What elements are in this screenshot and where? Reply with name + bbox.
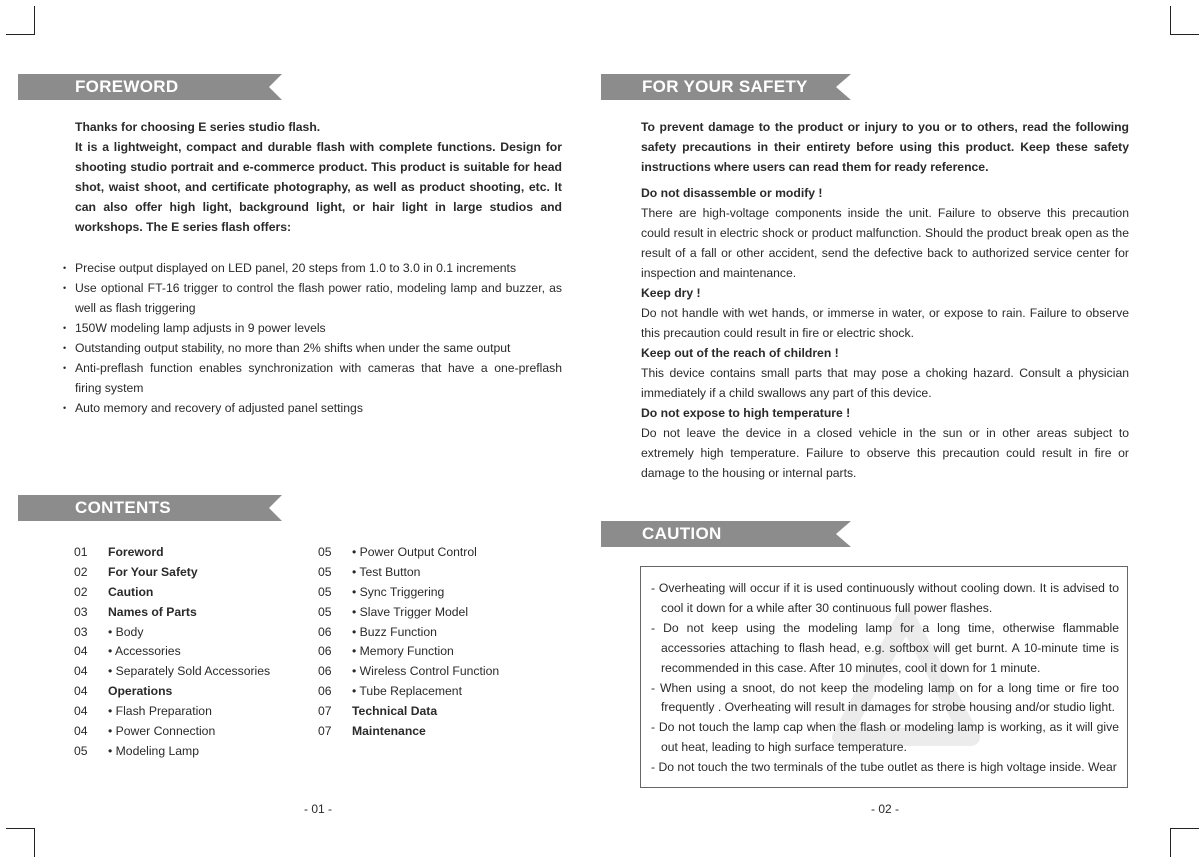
toc-page-number: 04 [74, 664, 88, 679]
feature-item [63, 258, 562, 278]
toc-entry [74, 603, 304, 623]
bullet-icon: • [63, 363, 67, 373]
caution-item: - When using a snoot, do not keep the modeling lamp on for a long time or fire too frequently . Overheating will result in damages for strobe housing and/or studio light. [651, 680, 1119, 715]
toc-entry [318, 603, 548, 623]
toc-entry [318, 682, 548, 702]
toc-entry [318, 702, 548, 722]
toc-entry-title: • Tube Replacement [352, 684, 462, 699]
toc-entry [318, 662, 548, 682]
toc-page-number: 05 [318, 584, 332, 599]
toc-entry [74, 543, 304, 563]
toc-entry-title: Maintenance [352, 724, 426, 739]
crop-mark-bottom-left [6, 828, 35, 857]
feature-text: Outstanding output stability, no more than 2% shifts when under the same output [75, 341, 511, 355]
feature-list [63, 258, 562, 418]
toc-entry-title: • Accessories [108, 644, 181, 659]
bullet-icon: • [63, 343, 67, 353]
foreword-intro [75, 117, 562, 237]
feature-item [63, 318, 562, 338]
feature-text: 150W modeling lamp adjusts in 9 power levels [75, 321, 326, 335]
banner-shape [601, 521, 851, 547]
safety-intro: To prevent damage to the product or injury to you or to others, read the following safety precautions in their entirety before using this product. Keep these safety instructions where users can read them for ready reference. [641, 120, 1129, 174]
toc-page-number: 05 [318, 545, 332, 559]
toc-page-number: 04 [74, 644, 88, 659]
toc-page-number: 05 [318, 604, 332, 619]
toc-entry-title: • Separately Sold Accessories [108, 664, 271, 679]
feature-item [63, 278, 562, 318]
toc-entry-title: • Memory Function [352, 644, 454, 659]
toc-entry [74, 563, 304, 583]
toc-column-2 [318, 543, 548, 742]
toc-page-number: 06 [318, 624, 332, 639]
caution-item: - Do not touch the lamp cap when the flash or modeling lamp is working, as it will give out heat, leading to high surface temperature. [651, 720, 1119, 755]
bullet-icon: • [63, 403, 67, 413]
toc-entry [74, 642, 304, 662]
safety-item-heading: Do not disassemble or modify ! [641, 186, 823, 200]
safety-banner [601, 74, 851, 100]
caution-list [651, 579, 1119, 778]
safety-title: FOR YOUR SAFETY [642, 77, 808, 96]
toc-entry [74, 662, 304, 682]
feature-text: Precise output displayed on LED panel, 20 steps from 1.0 to 3.0 in 0.1 increments [75, 261, 517, 275]
safety-item-heading: Do not expose to high temperature ! [641, 406, 851, 420]
safety-item-heading: Keep out of the reach of children ! [641, 346, 839, 360]
safety-item-body: This device contains small parts that may pose a choking hazard. Consult a physician immediately if a child swallows any part of this device. [641, 366, 1129, 400]
toc-entry [74, 742, 304, 762]
toc-entry-title: Names of Parts [108, 604, 197, 619]
toc-column-1 [74, 543, 304, 762]
toc-page-number: 05 [318, 564, 332, 579]
foreword-intro-body: It is a lightweight, compact and durable flash with complete functions. Design for shooting studio portrait and e-commerce product. This product is suitable for head shot, waist shoot, and certificate photography, as well as product shooting, etc. It can also offer high light, background light, or hair light in large studios and workshops. The E series flash offers: [75, 140, 562, 234]
toc-entry-title: • Sync Triggering [352, 584, 445, 599]
toc-entry [74, 722, 304, 742]
toc-page-number: 03 [74, 604, 88, 619]
page-number-left: - 01 - [304, 802, 333, 816]
safety-text [641, 117, 1129, 483]
toc-entry-title: Foreword [108, 545, 164, 559]
caution-item: - Do not touch the two terminals of the tube outlet as there is high voltage inside. Wear [651, 760, 1117, 775]
contents-banner [18, 495, 282, 521]
toc-page-number: 04 [74, 724, 88, 739]
bullet-icon: • [63, 263, 67, 273]
toc-entry [74, 623, 304, 643]
toc-entry [74, 682, 304, 702]
toc-entry-title: • Test Button [352, 564, 421, 579]
toc-entry-title: Operations [108, 684, 173, 699]
feature-item [63, 338, 562, 358]
safety-item-body: Do not handle with wet hands, or immerse in water, or expose to rain. Failure to observe this precaution could result in fire or electric shock. [641, 306, 1129, 340]
safety-item-body: Do not leave the device in a closed vehicle in the sun or in other areas subject to extremely high temperature. Failure to observe this precaution could result in fire or damage to the housing or internal parts. [641, 426, 1129, 480]
toc-entry-title: • Modeling Lamp [108, 743, 199, 758]
toc-entry-title: For Your Safety [108, 564, 198, 579]
toc-entry [74, 583, 304, 603]
toc-entry-title: • Buzz Function [352, 624, 437, 639]
caution-title: CAUTION [642, 524, 722, 543]
toc-page-number: 01 [74, 545, 88, 559]
safety-item [641, 183, 1129, 283]
safety-item [641, 283, 1129, 343]
feature-item [63, 398, 562, 418]
bullet-icon: • [63, 323, 67, 333]
safety-item-heading: Keep dry ! [641, 286, 701, 300]
page-number-right: - 02 - [871, 802, 900, 816]
toc-entry [318, 722, 548, 742]
caution-item: - Do not keep using the modeling lamp for a long time, otherwise flammable accessories attaching to flash head, e.g. softbox will get burnt. A 10-minute time is recommended in this case. After 10 minutes, cool it down for 1 minute. [651, 620, 1119, 675]
caution-box [640, 566, 1128, 788]
toc-entry-title: • Wireless Control Function [352, 664, 500, 679]
toc-entry-title: • Slave Trigger Model [352, 604, 469, 619]
crop-mark-top-right [1170, 6, 1199, 35]
caution-banner [601, 521, 851, 547]
foreword-banner [18, 74, 282, 100]
toc-page-number: 07 [318, 724, 332, 739]
caution-item: - Overheating will occur if it is used continuously without cooling down. It is advised to cool it down for a while after 30 continuous full power flashes. [651, 581, 1119, 615]
toc-entry [318, 563, 548, 583]
toc-page-number: 02 [74, 564, 88, 579]
toc-entry-title: Technical Data [352, 704, 438, 719]
toc-page-number: 05 [74, 743, 88, 758]
toc-entry [318, 583, 548, 603]
foreword-intro-line1: Thanks for choosing E series studio flash. [75, 120, 321, 134]
contents-title: CONTENTS [75, 498, 171, 517]
toc-entry [74, 702, 304, 722]
toc-page-number: 04 [74, 704, 88, 719]
toc-entry-title: • Body [108, 624, 144, 639]
toc-page-number: 02 [74, 584, 88, 599]
safety-item [641, 403, 1129, 483]
safety-item-body: There are high-voltage components inside the unit. Failure to observe this precaution could result in electric shock or product malfunction. Should the product break open as the result of a fall or other accident, send the defective back to authorized service center for inspection and maintenance. [641, 206, 1129, 280]
crop-mark-top-left [6, 6, 35, 35]
toc-page-number: 07 [318, 704, 332, 719]
foreword-title: FOREWORD [75, 77, 179, 96]
feature-item [63, 358, 562, 398]
toc-page-number: 04 [74, 684, 88, 699]
crop-mark-bottom-right [1170, 828, 1199, 857]
bullet-icon: • [63, 283, 67, 293]
toc-entry [318, 543, 548, 563]
toc-entry-title: Caution [108, 584, 154, 599]
toc-page-number: 03 [74, 624, 88, 639]
safety-item [641, 343, 1129, 403]
toc-entry [318, 623, 548, 643]
toc-page-number: 06 [318, 664, 332, 679]
feature-text: Auto memory and recovery of adjusted panel settings [75, 401, 363, 415]
feature-text: Use optional FT-16 trigger to control the flash power ratio, modeling lamp and buzzer, as well as flash triggering [75, 281, 562, 315]
feature-text: Anti-preflash function enables synchronization with cameras that have a one-preflash firing system [75, 361, 562, 395]
toc-entry [318, 642, 548, 662]
toc-page-number: 06 [318, 684, 332, 699]
toc-entry-title: • Power Connection [108, 724, 216, 739]
toc-page-number: 06 [318, 644, 332, 659]
toc-entry-title: • Flash Preparation [108, 704, 212, 719]
toc-entry-title: • Power Output Control [352, 545, 477, 559]
